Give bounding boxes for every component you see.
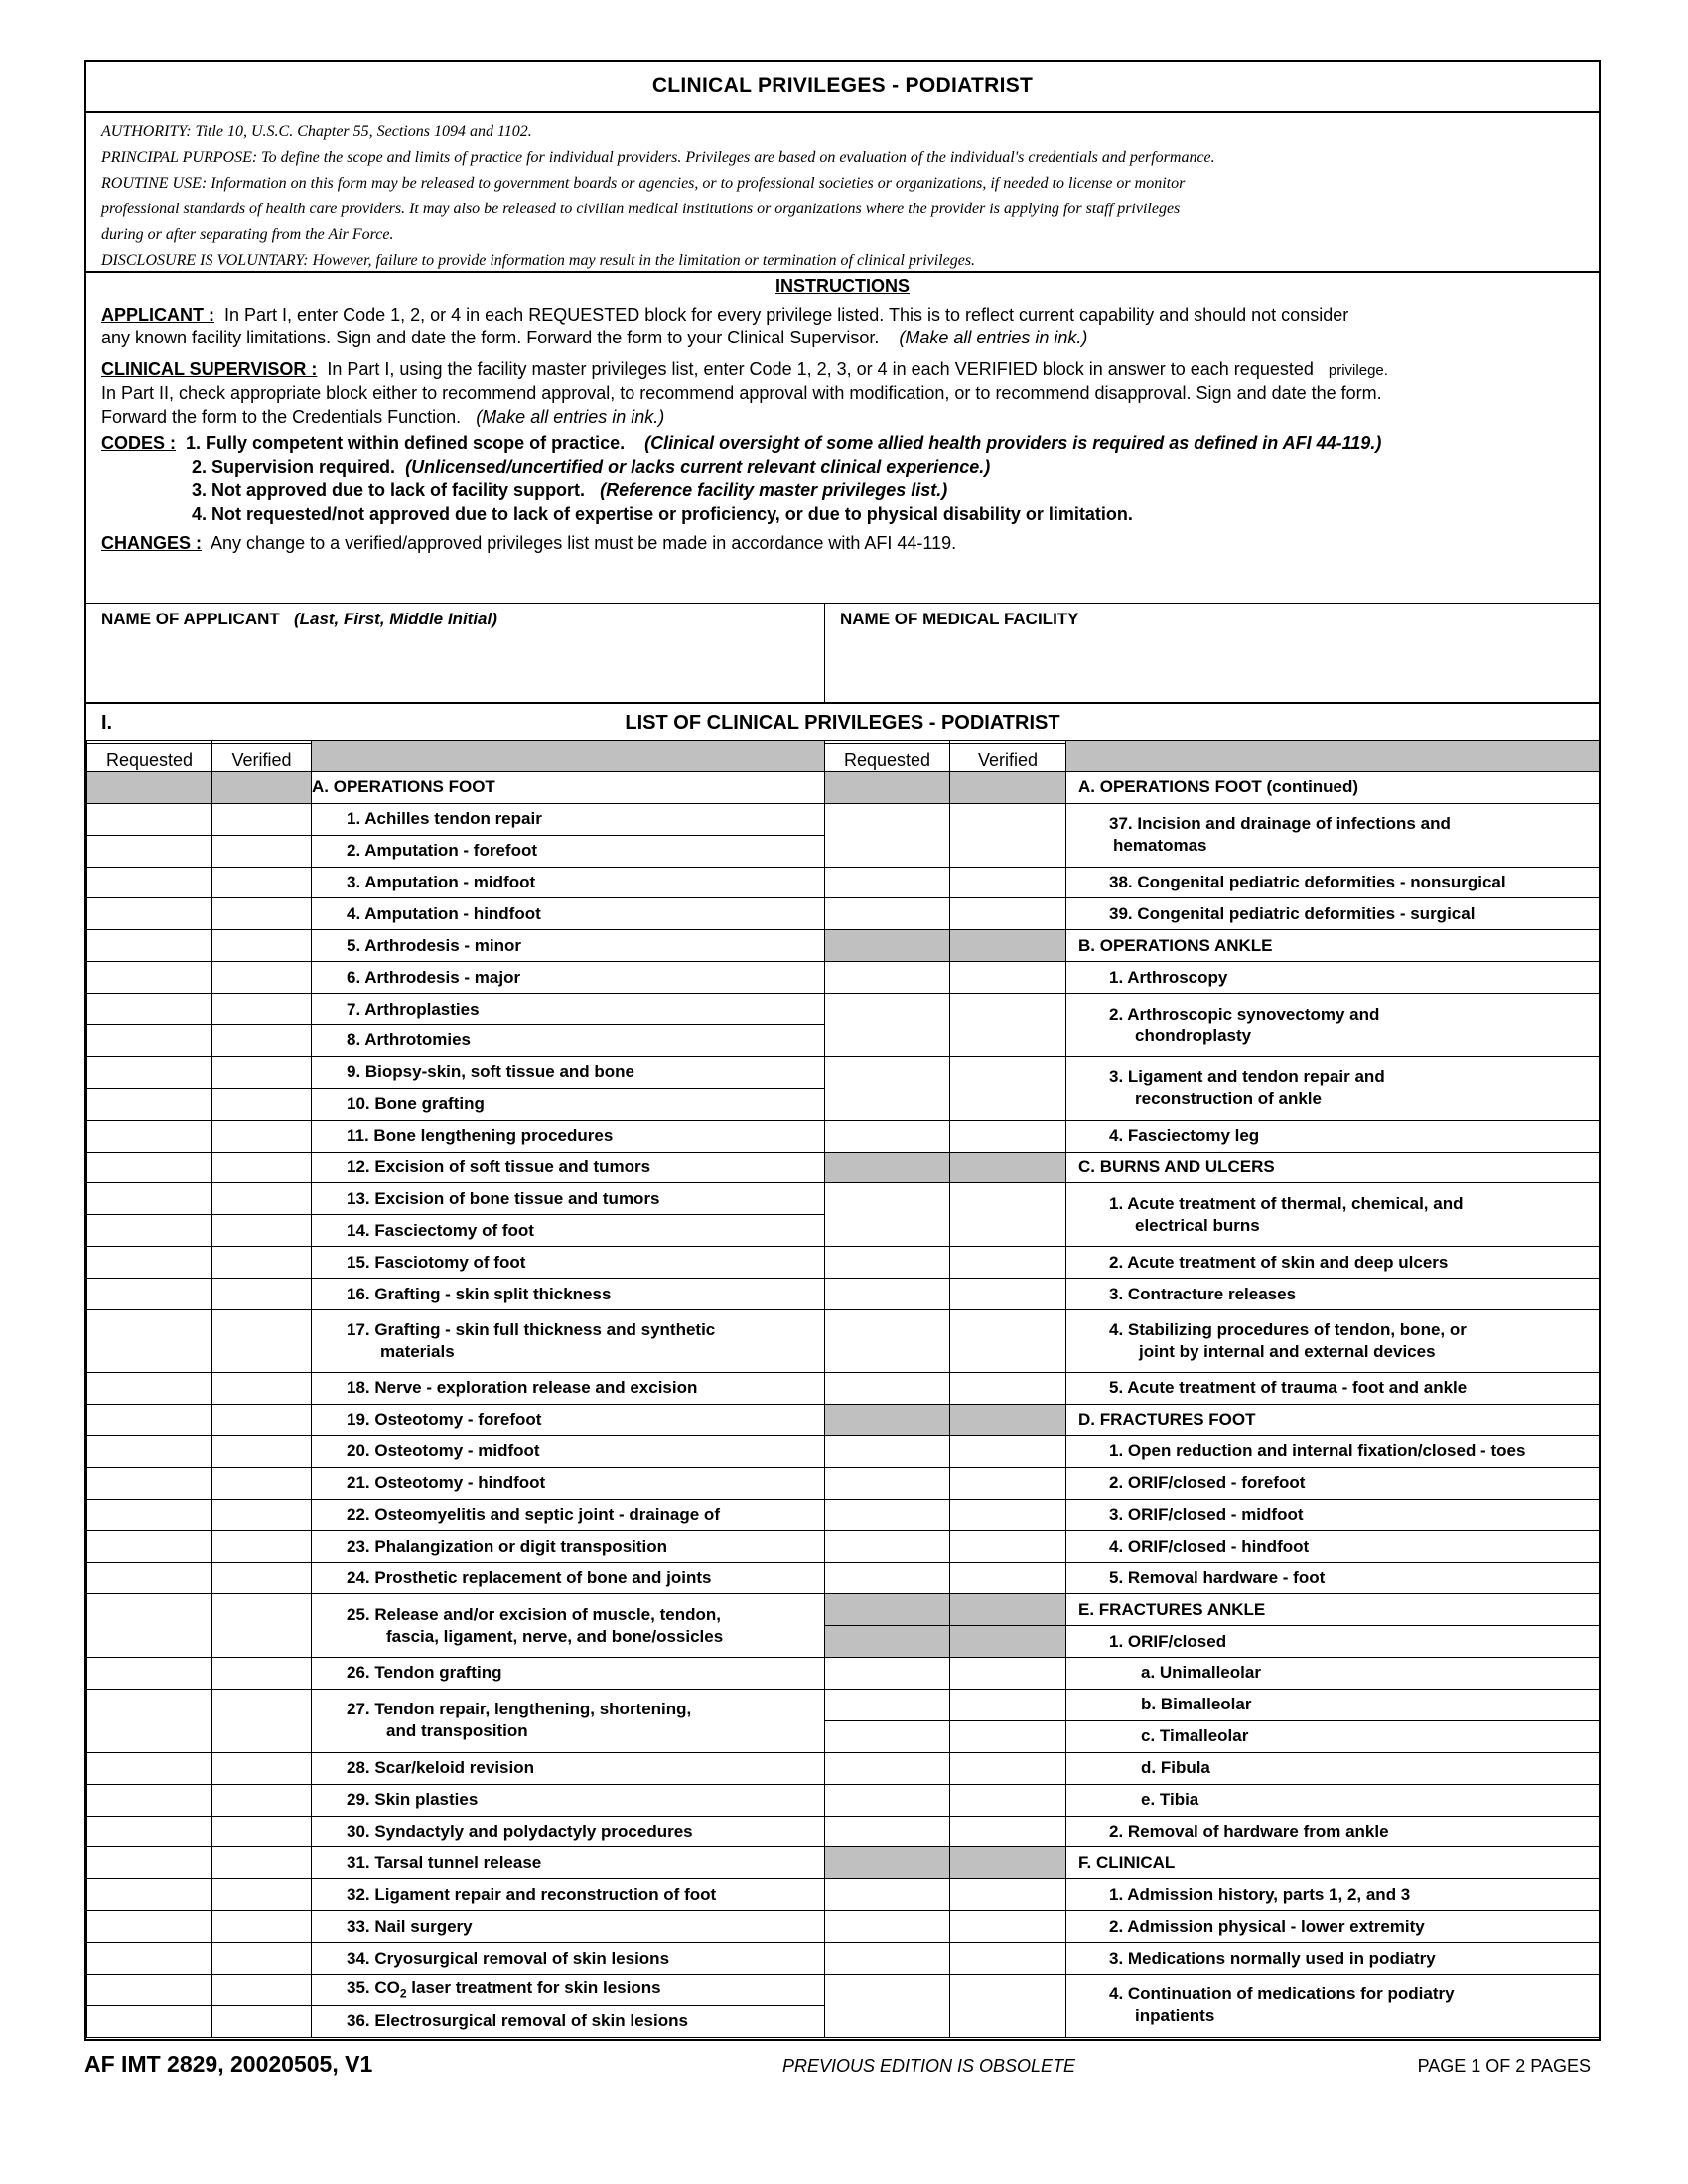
code-2-note: (Unlicensed/uncertified or lacks current relevant clinical experience.) xyxy=(405,457,991,477)
requested-cell[interactable] xyxy=(825,1056,950,1120)
table-row xyxy=(87,867,1600,898)
supervisor-instructions: Forward the form to the Credentials Function. xyxy=(101,407,462,427)
verified-cell[interactable] xyxy=(950,1752,1066,1784)
applicant-name-field[interactable] xyxy=(86,604,825,702)
supervisor-label: CLINICAL SUPERVISOR : xyxy=(101,359,318,379)
privilege-item: 14. Fasciectomy of foot xyxy=(312,1215,825,1247)
privilege-item: 23. Phalangization or digit transposition xyxy=(312,1531,825,1563)
privilege-item: 5. Acute treatment of trauma - foot and ankle xyxy=(1066,1373,1600,1405)
privileges-form xyxy=(84,60,1601,2041)
privilege-item: 1. Arthroscopy xyxy=(1066,962,1600,994)
privilege-item: 4. Stabilizing procedures of tendon, bone, or joint by internal and external devices xyxy=(1066,1310,1600,1373)
privilege-item: 2. Arthroscopic synovectomy and chondroplasty xyxy=(1066,994,1600,1057)
privilege-item: 22. Osteomyelitis and septic joint - drainage of xyxy=(312,1499,825,1531)
verified-cell[interactable] xyxy=(950,1373,1066,1405)
table-row xyxy=(87,1247,1600,1279)
verified-cell[interactable] xyxy=(950,867,1066,898)
privilege-item: 3. Contracture releases xyxy=(1066,1279,1600,1310)
requested-cell[interactable] xyxy=(825,1879,950,1911)
table-row xyxy=(87,1531,1600,1563)
requested-cell[interactable] xyxy=(825,1279,950,1310)
privilege-item: 3. Ligament and tendon repair and reconstruction of ankle xyxy=(1066,1056,1600,1120)
requested-cell[interactable] xyxy=(825,962,950,994)
requested-cell[interactable] xyxy=(825,1467,950,1499)
verified-cell[interactable] xyxy=(950,1435,1066,1467)
requested-cell[interactable] xyxy=(825,994,950,1057)
privilege-item: 13. Excision of bone tissue and tumors xyxy=(312,1183,825,1215)
requested-cell[interactable] xyxy=(87,835,212,867)
table-row xyxy=(87,1499,1600,1531)
privilege-item: 10. Bone grafting xyxy=(312,1088,825,1120)
requested-cell[interactable] xyxy=(87,1435,212,1467)
table-row xyxy=(87,1152,1600,1183)
privilege-item: 2. ORIF/closed - forefoot xyxy=(1066,1467,1600,1499)
table-row xyxy=(87,1689,1600,1720)
code-4: 4. Not requested/not approved due to lack of expertise or proficiency, or due to physical disability or limitation. xyxy=(192,504,1133,524)
privilege-item: 2. Amputation - forefoot xyxy=(312,835,825,867)
verified-cell[interactable] xyxy=(212,1563,312,1594)
verified-cell[interactable] xyxy=(212,994,312,1025)
privilege-item: 5. Arthrodesis - minor xyxy=(312,930,825,962)
privilege-item: 1. Open reduction and internal fixation/closed - toes xyxy=(1066,1435,1600,1467)
privilege-item: 5. Removal hardware - foot xyxy=(1066,1563,1600,1594)
requested-cell[interactable] xyxy=(825,1435,950,1467)
privilege-item: b. Bimalleolar xyxy=(1066,1689,1600,1720)
requested-cell[interactable] xyxy=(825,1943,950,1975)
requested-cell[interactable] xyxy=(825,1911,950,1943)
table-row xyxy=(87,1943,1600,1975)
facility-name-label: NAME OF MEDICAL FACILITY xyxy=(840,610,1079,628)
requested-cell[interactable] xyxy=(87,898,212,930)
table-row xyxy=(87,1310,1600,1373)
verified-cell[interactable] xyxy=(950,1183,1066,1247)
section-heading: A. OPERATIONS FOOT (continued) xyxy=(1066,771,1600,803)
verified-cell[interactable] xyxy=(950,1247,1066,1279)
verified-cell[interactable] xyxy=(212,1752,312,1784)
privilege-item: 4. Amputation - hindfoot xyxy=(312,898,825,930)
privilege-item: 30. Syndactyly and polydactyly procedures xyxy=(312,1816,825,1847)
routine-use-line: during or after separating from the Air Force. xyxy=(101,226,394,243)
verified-cell[interactable] xyxy=(212,1911,312,1943)
privilege-item: 27. Tendon repair, lengthening, shortening, and transposition xyxy=(312,1689,825,1752)
verified-cell[interactable] xyxy=(212,1025,312,1057)
privilege-item: 38. Congenital pediatric deformities - nonsurgical xyxy=(1066,867,1600,898)
verified-cell[interactable] xyxy=(212,1658,312,1690)
verified-cell[interactable] xyxy=(212,1974,312,2005)
privilege-item: 1. Acute treatment of thermal, chemical, and electrical burns xyxy=(1066,1183,1600,1247)
privilege-item: 3. Amputation - midfoot xyxy=(312,867,825,898)
verified-cell[interactable] xyxy=(212,2005,312,2037)
verified-header: Verified xyxy=(212,741,312,772)
verified-cell[interactable] xyxy=(950,1784,1066,1816)
requested-cell[interactable] xyxy=(825,1720,950,1752)
verified-cell[interactable] xyxy=(212,867,312,898)
verified-cell[interactable] xyxy=(212,1056,312,1088)
requested-cell[interactable] xyxy=(87,867,212,898)
section-heading: E. FRACTURES ANKLE xyxy=(1066,1594,1600,1626)
privilege-item: 39. Congenital pediatric deformities - surgical xyxy=(1066,898,1600,930)
codes-label: CODES : xyxy=(101,433,177,453)
table-row xyxy=(87,771,1600,803)
requested-cell[interactable] xyxy=(87,1689,212,1752)
requested-cell[interactable] xyxy=(87,1183,212,1215)
requested-cell[interactable] xyxy=(825,1563,950,1594)
table-row xyxy=(87,1279,1600,1310)
requested-cell[interactable] xyxy=(87,1467,212,1499)
requested-cell[interactable] xyxy=(825,1752,950,1784)
table-row xyxy=(87,1563,1600,1594)
requested-cell[interactable] xyxy=(87,1152,212,1183)
privilege-item: 12. Excision of soft tissue and tumors xyxy=(312,1152,825,1183)
verified-cell[interactable] xyxy=(950,1658,1066,1690)
requested-cell[interactable] xyxy=(87,1531,212,1563)
privilege-item: 18. Nerve - exploration release and excision xyxy=(312,1373,825,1405)
table-row xyxy=(87,1183,1600,1215)
verified-cell[interactable] xyxy=(950,1120,1066,1152)
verified-cell[interactable] xyxy=(212,1499,312,1531)
privilege-item: 34. Cryosurgical removal of skin lesions xyxy=(312,1943,825,1975)
code-3: 3. Not approved due to lack of facility support. xyxy=(192,480,586,500)
requested-cell[interactable] xyxy=(825,1658,950,1690)
verified-cell[interactable] xyxy=(212,1847,312,1879)
requested-cell[interactable] xyxy=(87,1247,212,1279)
privilege-item: 36. Electrosurgical removal of skin lesions xyxy=(312,2005,825,2037)
form-title: CLINICAL PRIVILEGES - PODIATRIST xyxy=(86,62,1599,113)
obsolete-note: PREVIOUS EDITION IS OBSOLETE xyxy=(782,2056,1076,2076)
privilege-item: 3. ORIF/closed - midfoot xyxy=(1066,1499,1600,1531)
privilege-item: 19. Osteotomy - forefoot xyxy=(312,1404,825,1435)
privilege-item: 4. Continuation of medications for podiatry inpatients xyxy=(1066,1974,1600,2037)
privilege-item: 6. Arthrodesis - major xyxy=(312,962,825,994)
requested-cell[interactable] xyxy=(87,1499,212,1531)
verified-cell[interactable] xyxy=(212,1531,312,1563)
requested-cell[interactable] xyxy=(87,1215,212,1247)
facility-name-field[interactable] xyxy=(825,604,1094,702)
privilege-item: 1. Admission history, parts 1, 2, and 3 xyxy=(1066,1879,1600,1911)
privilege-item: 8. Arthrotomies xyxy=(312,1025,825,1057)
section-heading: F. CLINICAL xyxy=(1066,1847,1600,1879)
table-row xyxy=(87,1658,1600,1690)
verified-cell[interactable] xyxy=(212,1943,312,1975)
verified-cell[interactable] xyxy=(212,1373,312,1405)
name-fields xyxy=(86,604,1599,704)
table-row xyxy=(87,1404,1600,1435)
requested-header: Requested xyxy=(87,741,212,772)
privilege-item: 9. Biopsy-skin, soft tissue and bone xyxy=(312,1056,825,1088)
requested-cell[interactable] xyxy=(825,803,950,867)
requested-cell[interactable] xyxy=(87,1943,212,1975)
table-row xyxy=(87,962,1600,994)
verified-cell[interactable] xyxy=(212,930,312,962)
privilege-item: 3. Medications normally used in podiatry xyxy=(1066,1943,1600,1975)
principal-purpose-line: PRINCIPAL PURPOSE: To define the scope and limits of practice for individual providers. Privileges are based on evaluation of the individual's credentials and performance. xyxy=(101,149,1215,166)
verified-cell[interactable] xyxy=(950,1879,1066,1911)
privilege-item: 32. Ligament repair and reconstruction of foot xyxy=(312,1879,825,1911)
verified-cell[interactable] xyxy=(950,962,1066,994)
requested-cell[interactable] xyxy=(87,994,212,1025)
table-header-row xyxy=(87,741,1600,772)
requested-cell[interactable] xyxy=(87,1310,212,1373)
verified-cell[interactable] xyxy=(212,1594,312,1658)
privilege-item: 35. $CO_2$ laser treatment for skin lesions xyxy=(312,1974,825,2005)
code-3-note: (Reference facility master privileges list.) xyxy=(600,480,948,500)
privacy-act-statement xyxy=(86,113,1599,273)
instructions-heading: INSTRUCTIONS xyxy=(775,276,910,296)
verified-cell[interactable] xyxy=(950,1720,1066,1752)
changes-label: CHANGES : xyxy=(101,533,203,553)
requested-cell[interactable] xyxy=(825,867,950,898)
privilege-item: 7. Arthroplasties xyxy=(312,994,825,1025)
table-row xyxy=(87,1752,1600,1784)
privilege-item: d. Fibula xyxy=(1066,1752,1600,1784)
verified-cell[interactable] xyxy=(212,1467,312,1499)
verified-cell[interactable] xyxy=(212,1879,312,1911)
applicant-label: APPLICANT : xyxy=(101,305,214,325)
requested-cell[interactable] xyxy=(87,1279,212,1310)
privileges-table xyxy=(86,740,1600,2038)
privilege-item: 33. Nail surgery xyxy=(312,1911,825,1943)
section-heading: B. OPERATIONS ANKLE xyxy=(1066,930,1600,962)
applicant-instructions: In Part I, enter Code 1, 2, or 4 in each REQUESTED block for every privilege listed. This is to reflect current capability and should not consider xyxy=(224,305,1349,325)
supervisor-instructions: privilege. xyxy=(1328,362,1388,379)
privilege-item: 4. Fasciectomy leg xyxy=(1066,1120,1600,1152)
part-number: I. xyxy=(101,712,113,734)
privilege-item: e. Tibia xyxy=(1066,1784,1600,1816)
verified-cell[interactable] xyxy=(950,1056,1066,1120)
supervisor-instructions: In Part II, check appropriate block either to recommend approval, to recommend approval with modification, or to recommend disapproval. Sign and date the form. xyxy=(101,383,1382,403)
table-row xyxy=(87,1120,1600,1152)
privilege-item: 17. Grafting - skin full thickness and synthetic materials xyxy=(312,1310,825,1373)
section-heading: D. FRACTURES FOOT xyxy=(1066,1404,1600,1435)
table-row xyxy=(87,1435,1600,1467)
authority-line: AUTHORITY: Title 10, U.S.C. Chapter 55, Sections 1094 and 1102. xyxy=(101,123,532,140)
verified-cell[interactable] xyxy=(212,1279,312,1310)
applicant-name-label: NAME OF APPLICANT xyxy=(101,610,280,628)
verified-cell[interactable] xyxy=(950,1816,1066,1847)
verified-cell[interactable] xyxy=(212,835,312,867)
code-1-note: (Clinical oversight of some allied health providers is required as defined in AFI 44-119.) xyxy=(644,433,1382,453)
privilege-item: 37. Incision and drainage of infections and hematomas xyxy=(1066,803,1600,867)
verified-cell[interactable] xyxy=(212,962,312,994)
requested-cell[interactable] xyxy=(825,1974,950,2037)
table-row xyxy=(87,803,1600,835)
table-row xyxy=(87,1594,1600,1626)
privilege-item: 1. ORIF/closed xyxy=(1066,1626,1600,1658)
verified-cell[interactable] xyxy=(212,1689,312,1752)
table-row xyxy=(87,1974,1600,2005)
verified-cell[interactable] xyxy=(950,1974,1066,2037)
verified-cell[interactable] xyxy=(212,1247,312,1279)
privilege-item: 2. Acute treatment of skin and deep ulcers xyxy=(1066,1247,1600,1279)
privilege-item: 31. Tarsal tunnel release xyxy=(312,1847,825,1879)
verified-cell[interactable] xyxy=(950,1279,1066,1310)
requested-cell[interactable] xyxy=(87,803,212,835)
table-row xyxy=(87,994,1600,1025)
privilege-item: 2. Removal of hardware from ankle xyxy=(1066,1816,1600,1847)
verified-cell[interactable] xyxy=(212,1152,312,1183)
verified-cell[interactable] xyxy=(950,803,1066,867)
table-row xyxy=(87,930,1600,962)
requested-cell[interactable] xyxy=(87,1088,212,1120)
requested-cell[interactable] xyxy=(87,1911,212,1943)
table-row xyxy=(87,1784,1600,1816)
privilege-item: 26. Tendon grafting xyxy=(312,1658,825,1690)
ink-note: (Make all entries in ink.) xyxy=(899,328,1088,347)
verified-cell[interactable] xyxy=(212,1784,312,1816)
requested-cell[interactable] xyxy=(87,1816,212,1847)
table-row xyxy=(87,1373,1600,1405)
requested-cell[interactable] xyxy=(87,1563,212,1594)
privilege-item: 11. Bone lengthening procedures xyxy=(312,1120,825,1152)
applicant-instructions: any known facility limitations. Sign and date the form. Forward the form to your Clinical Supervisor. xyxy=(101,328,880,347)
form-id: AF IMT 2829, 20020505, V1 xyxy=(84,2051,373,2077)
verified-cell[interactable] xyxy=(950,1467,1066,1499)
code-1: 1. Fully competent within defined scope of practice. xyxy=(186,433,626,453)
verified-cell[interactable] xyxy=(950,898,1066,930)
page-number: PAGE 1 OF 2 PAGES xyxy=(1417,2056,1591,2076)
list-title: LIST OF CLINICAL PRIVILEGES - PODIATRIST xyxy=(625,712,1060,734)
requested-cell[interactable] xyxy=(87,1752,212,1784)
applicant-name-hint: (Last, First, Middle Initial) xyxy=(293,610,497,628)
ink-note: (Make all entries in ink.) xyxy=(476,407,665,427)
verified-cell[interactable] xyxy=(212,1215,312,1247)
requested-cell[interactable] xyxy=(87,2005,212,2037)
privilege-item: 24. Prosthetic replacement of bone and joints xyxy=(312,1563,825,1594)
disclosure-line: DISCLOSURE IS VOLUNTARY: However, failure to provide information may result in the limitation or termination of clinical privileges. xyxy=(101,252,976,269)
verified-cell[interactable] xyxy=(950,1911,1066,1943)
requested-cell[interactable] xyxy=(87,1120,212,1152)
privilege-item: 2. Admission physical - lower extremity xyxy=(1066,1911,1600,1943)
privilege-item: 25. Release and/or excision of muscle, tendon, fascia, ligament, nerve, and bone/ossicles xyxy=(312,1594,825,1658)
table-row xyxy=(87,1056,1600,1088)
requested-cell[interactable] xyxy=(87,1373,212,1405)
requested-cell[interactable] xyxy=(87,1879,212,1911)
verified-cell[interactable] xyxy=(212,898,312,930)
requested-cell[interactable] xyxy=(825,1816,950,1847)
instructions-section xyxy=(86,273,1599,604)
table-row xyxy=(87,1816,1600,1847)
verified-cell[interactable] xyxy=(212,1816,312,1847)
requested-cell[interactable] xyxy=(87,1025,212,1057)
requested-cell[interactable] xyxy=(825,1310,950,1373)
requested-header: Requested xyxy=(825,741,950,772)
requested-cell[interactable] xyxy=(825,1247,950,1279)
routine-use-line: ROUTINE USE: Information on this form may be released to government boards or agencies, or to professional societies or organizations, if needed to license or monitor xyxy=(101,175,1186,192)
requested-cell[interactable] xyxy=(87,1974,212,2005)
verified-cell[interactable] xyxy=(212,1310,312,1373)
list-header xyxy=(86,704,1599,744)
table-row xyxy=(87,1467,1600,1499)
requested-cell[interactable] xyxy=(825,1531,950,1563)
requested-cell[interactable] xyxy=(825,1499,950,1531)
verified-cell[interactable] xyxy=(212,1404,312,1435)
verified-cell[interactable] xyxy=(950,1689,1066,1720)
verified-header: Verified xyxy=(950,741,1066,772)
verified-cell[interactable] xyxy=(950,994,1066,1057)
requested-cell[interactable] xyxy=(87,962,212,994)
routine-use-line: professional standards of health care providers. It may also be released to civilian medical institutions or organizations where the provider is applying for staff privileges xyxy=(101,201,1181,217)
requested-cell[interactable] xyxy=(825,898,950,930)
table-row xyxy=(87,1847,1600,1879)
table-row xyxy=(87,1911,1600,1943)
privilege-item: 16. Grafting - skin split thickness xyxy=(312,1279,825,1310)
privilege-item: 29. Skin plasties xyxy=(312,1784,825,1816)
verified-cell[interactable] xyxy=(950,1943,1066,1975)
requested-cell[interactable] xyxy=(87,1056,212,1088)
verified-cell[interactable] xyxy=(950,1531,1066,1563)
privilege-item: 15. Fasciotomy of foot xyxy=(312,1247,825,1279)
requested-cell[interactable] xyxy=(825,1183,950,1247)
privileges-grid xyxy=(86,740,1599,2038)
section-heading: C. BURNS AND ULCERS xyxy=(1066,1152,1600,1183)
privilege-item: 28. Scar/keloid revision xyxy=(312,1752,825,1784)
supervisor-instructions: In Part I, using the facility master privileges list, enter Code 1, 2, 3, or 4 in each VERIFIED block in answer to each requested xyxy=(327,359,1314,379)
changes-text: Any change to a verified/approved privileges list must be made in accordance with AFI 44-119. xyxy=(211,533,957,553)
requested-cell[interactable] xyxy=(825,1373,950,1405)
requested-cell[interactable] xyxy=(87,1847,212,1879)
table-row xyxy=(87,898,1600,930)
verified-cell[interactable] xyxy=(212,1088,312,1120)
requested-cell[interactable] xyxy=(87,1658,212,1690)
verified-cell[interactable] xyxy=(212,1183,312,1215)
requested-cell[interactable] xyxy=(87,930,212,962)
verified-cell[interactable] xyxy=(950,1563,1066,1594)
privilege-item: 1. Achilles tendon repair xyxy=(312,803,825,835)
verified-cell[interactable] xyxy=(212,1435,312,1467)
privilege-item: 4. ORIF/closed - hindfoot xyxy=(1066,1531,1600,1563)
table-row xyxy=(87,1879,1600,1911)
requested-cell[interactable] xyxy=(87,1784,212,1816)
privilege-item: 20. Osteotomy - midfoot xyxy=(312,1435,825,1467)
privilege-item: c. Timalleolar xyxy=(1066,1720,1600,1752)
page-footer xyxy=(84,2051,1601,2081)
requested-cell[interactable] xyxy=(825,1120,950,1152)
verified-cell[interactable] xyxy=(212,803,312,835)
code-2: 2. Supervision required. xyxy=(192,457,396,477)
requested-cell[interactable] xyxy=(87,1404,212,1435)
requested-cell[interactable] xyxy=(825,1689,950,1720)
requested-cell[interactable] xyxy=(825,1784,950,1816)
section-heading: A. OPERATIONS FOOT xyxy=(312,771,825,803)
verified-cell[interactable] xyxy=(950,1499,1066,1531)
privilege-item: 21. Osteotomy - hindfoot xyxy=(312,1467,825,1499)
requested-cell[interactable] xyxy=(87,1594,212,1658)
privilege-item: a. Unimalleolar xyxy=(1066,1658,1600,1690)
verified-cell[interactable] xyxy=(950,1310,1066,1373)
verified-cell[interactable] xyxy=(212,1120,312,1152)
